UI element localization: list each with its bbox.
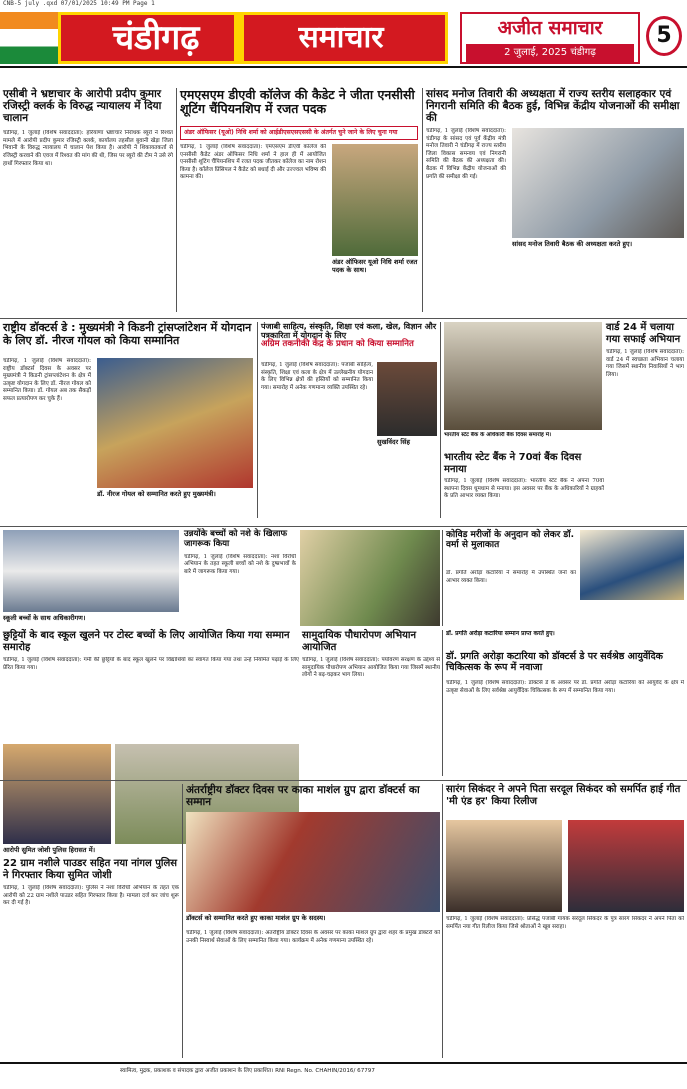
article-headline-2: अग्रिम तकनीकी केंद्र के प्रधान को किया सम्मानित (261, 339, 414, 350)
article-body: डॉ. प्रगति अरोड़ा कटारिया ने समारोह में उपस्थित जनों का आभार व्यक्त किया। (446, 570, 576, 584)
article-headline: वार्ड 24 में चलाया गया सफाई अभियान (606, 322, 681, 345)
sbi-event-photo (444, 322, 602, 430)
photo-caption: सुखविंदर सिंह (377, 438, 410, 446)
article-sarang-sikander (446, 784, 684, 1058)
column-divider (422, 88, 423, 312)
article-body: चंडीगढ़, 1 जुलाई (विशेष संवाददाता): पुलिस ने नशा विरोधी अभियान के तहत एक आरोपी को 22 ग्राम नशीले पाउडर सहित गिरफ्तार किया है। मामला दर्ज कर जांच शुरू कर दी गई है। (3, 885, 179, 907)
article-body: चंडीगढ़, 1 जुलाई (विशेष संवाददाता): भारतीय स्टेट बैंक ने अपना 70वां स्थापना दिवस धूमधाम से मनाया। इस अवसर पर बैंक के अधिकारियों ने ग्राहकों के प्रति आभार व्यक्त किया। (444, 478, 604, 500)
article-punjabi-literature (261, 322, 437, 522)
masthead-title-right: समाचार (298, 20, 384, 55)
doctors-felicitation-photo (186, 812, 440, 912)
article-body: चंडीगढ़, 1 जुलाई (विशेष संवाददाता): चंडीगढ़ के सांसद एवं पूर्व केंद्रीय मंत्री मनोज तिवारी ने चंडीगढ़ में राज्य स्तरीय जिला विकास समन्वय एवं निगरानी समिति की बैठक की अध्यक्षता की। बैठक में विभिन्न केंद्रीय योजनाओं की प्रगति की समीक्षा की गई। (426, 128, 506, 180)
article-headline: राष्ट्रीय डॉक्टर्स डे : मुख्यमंत्री ने किडनी ट्रांसप्लांटेशन में योगदान के लिए डॉ. नीरज गोयल को किया सम्मानित (3, 321, 252, 347)
article-body: चंडीगढ़, 1 जुलाई (विशेष संवाददाता): नशा विरोधी अभियान के तहत स्कूली बच्चों को नशे के दुष्प्रभावों के बारे में जागरूक किया गया। (184, 553, 296, 575)
masthead-flag-band (0, 12, 58, 64)
article-body: चंडीगढ़, 1 जुलाई (विशेष संवाददाता): पर्यावरण संरक्षण के उद्देश्य से सामुदायिक पौधारोपण अभियान आयोजित किया गया जिसमें स्थानीय लोगों ने बढ़-चढ़कर भाग लिया। (302, 657, 440, 679)
article-headline: सारंग सिकंदर ने अपने पिता सरदूल सिकंदर को समर्पित हाई गीत 'मी एंड हर' किया रिलीज (446, 784, 681, 807)
portrait-photo (377, 362, 437, 436)
article-body: चंडीगढ़, 1 जुलाई (विशेष संवाददाता): प्रसिद्ध पंजाबी गायक सरदूल सिकंदर के पुत्र सारंग सिकंदर ने अपने पिता को समर्पित नया गीत रिलीज किया जिसे श्रोताओं ने खूब सराहा। (446, 916, 684, 930)
column-divider (440, 322, 441, 518)
article-body: चंडीगढ़, 1 जुलाई (विशेष संवाददाता): अंतर्राष्ट्रीय डॉक्टर दिवस के अवसर पर काका माशंल ग्रुप द्वारा शहर के प्रमुख डॉक्टरों को उनकी निस्वार्थ सेवाओं के लिए सम्मानित किया गया। कार्यक्रम में अनेक गणमान्य उपस्थित रहे। (186, 930, 440, 944)
photo-caption: आरोपी सुमित जोशी पुलिस हिरासत में। (3, 846, 96, 854)
imprint-footer: स्वामित्व, मुद्रक, प्रकाशक व संपादक द्वारा अजीत प्रकाशन के लिए प्रकाशित। RNI Regn. No. CHAHIN/2016/ 67797 (0, 1062, 687, 1089)
article-doctor-honour (446, 530, 684, 626)
meeting-photo (512, 128, 684, 238)
article-sbi-day (444, 452, 604, 522)
masthead-date: 2 जुलाई, 2025 चंडीगढ़ (466, 44, 634, 62)
photo-caption: सांसद मनोज तिवारी बैठक की अध्यक्षता करते हुए। (512, 240, 633, 248)
article-headline: उन्नयोंके बच्चों को नशे के खिलाफ जागरूक किया (184, 529, 288, 549)
article-headline: अंतर्राष्ट्रीय डॉक्टर दिवस पर काका माशंल ग्रुप द्वारा डॉक्टर्स का सम्मान (186, 784, 420, 809)
cadet-photo (332, 144, 418, 256)
masthead-brand-block (460, 12, 640, 64)
article-headline: सामुदायिक पौधारोपण अभियान आयोजित (302, 630, 417, 653)
plantation-photo (300, 530, 440, 626)
article-ncc-cadet (180, 88, 418, 312)
article-acb-challan (3, 88, 173, 316)
article-headline: एसीबी ने भ्रष्टाचार के आरोपी प्रदीप कुमार रजिस्ट्री क्लर्क के विरुद्ध न्यायालय में दिया चालान (3, 88, 162, 125)
article-body: चंडीगढ़, 1 जुलाई (विशेष संवाददाता): पंजाबी साहित्य, संस्कृति, शिक्षा एवं कला के क्षेत्र में उल्लेखनीय योगदान के लिए विभिन्न क्षेत्रों की हस्तियों को सम्मानित किया गया। समारोह में अनेक गणमान्य व्यक्ति उपस्थित रहे। (261, 362, 373, 391)
masthead-title-block (58, 12, 448, 64)
column-divider (182, 784, 183, 1058)
article-doctors-day-goel (3, 322, 253, 522)
column-divider (442, 784, 443, 1058)
article-headline: भारतीय स्टेट बैंक ने 70वां बैंक दिवस मनाया (444, 452, 582, 475)
article-plantation (302, 630, 440, 776)
row-divider (0, 526, 687, 527)
masthead-rule (0, 66, 687, 68)
article-ward-24 (606, 322, 684, 518)
article-manoj-tiwari-meeting (426, 88, 684, 312)
masthead-divider (234, 15, 244, 61)
article-body: चंडीगढ़, 1 जुलाई (विशेष संवाददाता): गर्मी की छुट्टियों के बाद स्कूल खुलने पर विद्यार्थियों का स्वागत किया गया तथा उन्हें नियमित पढ़ाई के लिए प्रेरित किया गया। (3, 657, 299, 671)
article-school-reopen (3, 630, 299, 740)
award-photo (97, 358, 253, 488)
row-divider (0, 318, 687, 319)
article-dr-pragati (446, 630, 684, 776)
article-headline: 22 ग्राम नशीले पाउडर सहित नया नांगल पुलिस ने गिरफ्तार किया सुमित जोशी (3, 858, 178, 881)
article-headline: कोविड मरीजों के अनुदान को लेकर डॉ. वर्मा से मुलाकात (446, 530, 574, 551)
column-divider (442, 630, 443, 776)
article-body: चंडीगढ़, 1 जुलाई (विशेष संवाददाता): हरियाणा भ्रष्टाचार निरोधक ब्यूरो ने रिश्वत मामले में आरोपी प्रदीप कुमार रजिस्ट्री क्लर्क, कार्यालय तहसील बुवानी खेड़ा जिला भिवानी के विरुद्ध न्यायालय में चालान पेश किया है। आरोपी ने शिकायतकर्ता से रजिस्ट्री करवाने की एवज में रिश्वत की मांग की थी, जिस पर ब्यूरो की टीम ने उसे रंगे हाथों गिरफ्तार किया था। (3, 130, 173, 167)
article-anti-drug (184, 530, 296, 626)
photo-caption: भारतीय स्टेट बैंक के अधिकारी बैंक दिवस समारोह में। (444, 432, 552, 438)
photo-caption: अंडर ऑफिसर यूओ निधि शर्मा रजत पदक के साथ। (332, 258, 418, 274)
article-kaka-marshal (186, 784, 440, 1058)
award-ceremony-photo (580, 530, 684, 600)
students-photo (3, 530, 179, 612)
masthead (0, 8, 687, 66)
column-divider (442, 530, 443, 626)
masthead-title-left: चंडीगढ़ (112, 18, 200, 58)
article-headline: पंजाबी साहित्य, संस्कृति, शिक्षा एवं कला, खेल, विज्ञान और पत्रकारिता में योगदान के लिए (261, 322, 437, 341)
article-headline: सांसद मनोज तिवारी की अध्यक्षता में राज्य स्तरीय सलाहकार एवं निगरानी समिति की बैठक हुई, विभिन्न केंद्रीय योजनाओं की समीक्षा की (426, 88, 680, 125)
masthead-brand: अजीत समाचार (497, 17, 603, 39)
column-divider (257, 322, 258, 518)
police-photo (3, 744, 111, 844)
photo-caption: डॉ. प्रगति अरोड़ा कटारिया सम्मान प्राप्त करते हुए। (446, 630, 555, 637)
print-slug: CNB-5 july .qxd 07/01/2025 10:49 PM Page 1 (3, 0, 155, 7)
article-headline: छुट्टियों के बाद स्कूल खुलने पर टोस्ट बच्चों के लिए आयोजित किया गया सम्मान समारोह (3, 630, 290, 653)
article-subheadline: अंडर ऑफिसर (यूओ) निधि शर्मा को आईडीएसएसएससी के अंतर्गत चुने जाने के लिए चुना गया (180, 126, 418, 140)
singer-photo-right (568, 820, 684, 912)
article-body: चंडीगढ़, 1 जुलाई (विशेष संवाददाता): वार्ड 24 में स्वच्छता अभियान चलाया गया जिसमें स्थानीय निवासियों ने भाग लिया। (606, 349, 684, 378)
article-body: चंडीगढ़, 1 जुलाई (विशेष संवाददाता): राष्ट्रीय डॉक्टर्स दिवस के अवसर पर मुख्यमंत्री ने किडनी ट्रांसप्लांटेशन के क्षेत्र में उत्कृष्ट योगदान के लिए डॉ. नीरज गोयल को सम्मानित किया। डॉ. गोयल अब तक सैकड़ों सफल प्रत्यारोपण कर चुके हैं। (3, 358, 91, 402)
column-divider (176, 88, 177, 312)
photo-caption: स्कूली बच्चों के साथ अधिकारीगण। (3, 614, 86, 622)
photo-caption: डॉ. नीरज गोयल को सम्मानित करते हुए मुख्यमंत्री। (97, 490, 216, 498)
photo-caption: डॉक्टर्स को सम्मानित करते हुए काका माशंल ग्रुप के सदस्य। (186, 914, 326, 922)
article-police-arrest (3, 858, 179, 1058)
article-headline: डॉ. प्रगति अरोड़ा कटारिया को डॉक्टर्स डे पर सर्वश्रेष्ठ आयुर्वेदिक चिकित्सक के रूप में नवाजा (446, 651, 663, 673)
article-body: चंडीगढ़, 1 जुलाई (विशेष संवाददाता): एमएसएम डीएवी कॉलेज की एनसीसी कैडेट अंडर ऑफिसर निधि शर्मा ने हाल ही में आयोजित एनसीसी शूटिंग चैंपियनशिप में रजत पदक जीतकर कॉलेज का नाम रोशन किया है। कॉलेज प्रिंसिपल ने कैडेट को बधाई दी और उज्ज्वल भविष्य की कामना की। (180, 144, 326, 181)
singer-photo-left (446, 820, 562, 912)
page-number-badge: 5 (646, 16, 682, 56)
article-body: चंडीगढ़, 1 जुलाई (विशेष संवाददाता): डॉक्टर्स डे के अवसर पर डॉ. प्रगति अरोड़ा कटारिया को आयुर्वेद के क्षेत्र में उत्कृष्ट सेवाओं के लिए सर्वश्रेष्ठ आयुर्वेदिक चिकित्सक के रूप में सम्मानित किया गया। (446, 680, 684, 694)
row-divider (0, 780, 687, 781)
article-headline: एमएसएम डीएवी कॉलेज की कैडेट ने जीता एनसीसी शूटिंग चैंपियनशिप में रजत पदक (180, 87, 415, 117)
